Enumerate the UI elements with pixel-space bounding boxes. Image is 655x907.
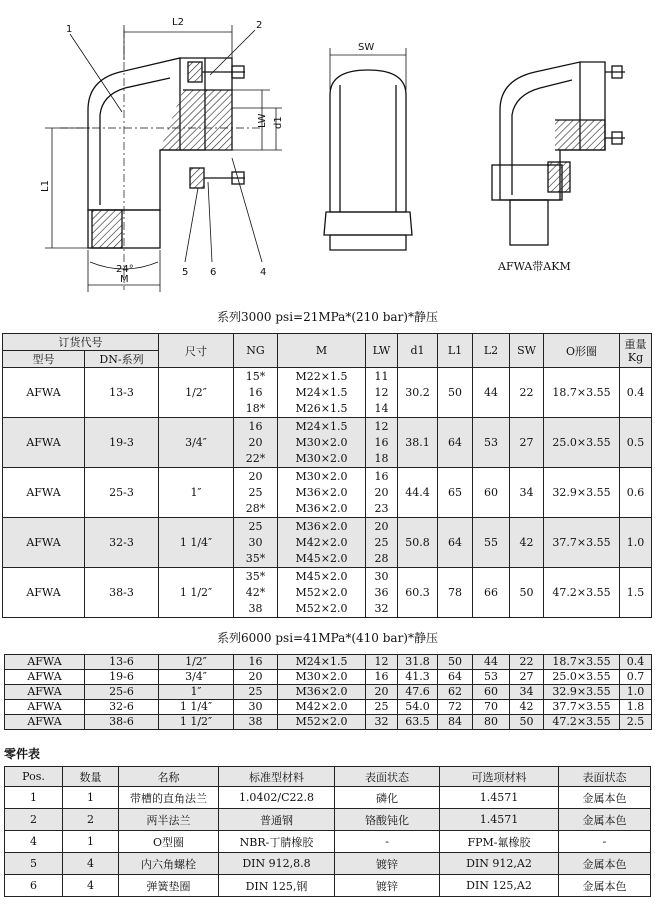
size-cell: 3/4″ (159, 418, 234, 468)
m-cell-value: M45×2.0 (295, 569, 348, 583)
lw-cell-value: 20 (374, 519, 389, 533)
lw-cell-value: 28 (374, 551, 389, 565)
table-row (5, 670, 652, 685)
l2-cell: 53 (473, 418, 510, 468)
m-cell-value: M22×1.5 (295, 369, 348, 383)
surface-cell: - (335, 831, 440, 853)
m-cell-value: M42×2.0 (295, 535, 348, 549)
m-cell-value: M36×2.0 (295, 501, 348, 515)
table-row (5, 875, 651, 897)
parts-title: 零件表 (4, 747, 41, 761)
m-cell-value: M36×2.0 (295, 519, 348, 533)
ng-cell (234, 568, 278, 618)
m-cell: M24×1.5 (278, 655, 366, 670)
size-cell: 1 1/2″ (159, 715, 234, 730)
lw-cell-value: 25 (374, 535, 389, 549)
weight-cell: 1.0 (620, 685, 652, 700)
table-row (3, 568, 652, 618)
l1-cell: 50 (438, 655, 473, 670)
size-cell: 1″ (159, 685, 234, 700)
series3000-title: 系列3000 psi=21MPa*(210 bar)*静压 (217, 310, 438, 324)
table-row (5, 685, 652, 700)
header-d1: d1 (398, 334, 438, 368)
name-cell: O型圈 (119, 831, 219, 853)
m-cell-value: M24×1.5 (295, 419, 348, 433)
table-row (5, 655, 652, 670)
opt-material-cell: DIN 125,A2 (440, 875, 559, 897)
m-cell-value: M26×1.5 (295, 401, 348, 415)
sw-cell: 50 (510, 568, 544, 618)
l1-cell: 64 (438, 518, 473, 568)
lw-cell-value: 20 (374, 485, 389, 499)
header-sw: SW (510, 334, 544, 368)
qty-cell: 4 (63, 875, 119, 897)
surface-cell: 镀锌 (335, 875, 440, 897)
ng-cell-value: 20 (248, 469, 263, 483)
m-cell (278, 568, 366, 618)
lw-cell-value: 11 (374, 369, 389, 383)
d1-cell: 54.0 (398, 700, 438, 715)
ng-cell-value: 42* (245, 585, 266, 599)
l2-cell: 60 (473, 685, 510, 700)
ng-cell-value: 15* (245, 369, 266, 383)
ng-cell-value: 30 (248, 535, 263, 549)
ng-cell: 38 (234, 715, 278, 730)
name-cell: 内六角螺栓 (119, 853, 219, 875)
m-cell-value: M24×1.5 (295, 385, 348, 399)
table-row (5, 809, 651, 831)
ng-cell: 30 (234, 700, 278, 715)
lw-cell-value: 30 (374, 569, 389, 583)
ng-cell-value: 38 (248, 601, 263, 615)
m-cell: M30×2.0 (278, 670, 366, 685)
qty-cell: 1 (63, 831, 119, 853)
opt-material-cell: 1.4571 (440, 787, 559, 809)
l2-cell: 80 (473, 715, 510, 730)
ng-cell: 20 (234, 670, 278, 685)
dn-cell: 19-6 (85, 670, 159, 685)
table-row (3, 368, 652, 418)
technical-drawing (0, 0, 655, 300)
std-material-cell: DIN 125,钢 (219, 875, 335, 897)
m-cell-value: M52×2.0 (295, 601, 348, 615)
parts-body (5, 767, 651, 897)
header-lw: LW (366, 334, 398, 368)
surface2-cell: 金属本色 (559, 787, 651, 809)
name-cell: 带槽的直角法兰 (119, 787, 219, 809)
lw-cell-value: 18 (374, 451, 389, 465)
dn-cell: 32-6 (85, 700, 159, 715)
m-cell-value: M36×2.0 (295, 485, 348, 499)
pos-cell: 1 (5, 787, 63, 809)
m-cell: M42×2.0 (278, 700, 366, 715)
size-cell: 3/4″ (159, 670, 234, 685)
ng-cell-value: 25 (248, 519, 263, 533)
l2-cell: 53 (473, 670, 510, 685)
svg-text:4: 4 (260, 267, 267, 278)
d1-cell: 31.8 (398, 655, 438, 670)
sw-cell: 27 (510, 418, 544, 468)
d1-cell: 60.3 (398, 568, 438, 618)
d1-cell: 50.8 (398, 518, 438, 568)
qty-cell: 2 (63, 809, 119, 831)
oring-cell: 47.2×3.55 (544, 715, 620, 730)
sw-cell: 34 (510, 468, 544, 518)
parts-table (4, 766, 651, 897)
ng-cell (234, 368, 278, 418)
ng-cell-value: 16 (248, 419, 263, 433)
oring-cell: 25.0×3.55 (544, 418, 620, 468)
l1-cell: 65 (438, 468, 473, 518)
m-cell: M36×2.0 (278, 685, 366, 700)
lw-cell-value: 14 (374, 401, 389, 415)
oring-cell: 37.7×3.55 (544, 700, 620, 715)
lw-cell (366, 518, 398, 568)
oring-cell: 32.9×3.55 (544, 685, 620, 700)
ng-cell-value: 16 (248, 385, 263, 399)
svg-text:1: 1 (66, 24, 73, 35)
svg-text:24°: 24° (116, 264, 134, 275)
std-material-cell: 1.0402/C22.8 (219, 787, 335, 809)
svg-text:L2: L2 (172, 17, 184, 28)
sw-cell: 50 (510, 715, 544, 730)
svg-text:AFWA带AKM: AFWA带AKM (498, 260, 571, 273)
model-cell: AFWA (5, 655, 85, 670)
dn-cell: 38-3 (85, 568, 159, 618)
qty-cell: 1 (63, 787, 119, 809)
model-cell: AFWA (5, 700, 85, 715)
l2-cell: 70 (473, 700, 510, 715)
m-cell-value: M30×2.0 (295, 469, 348, 483)
svg-text:LW: LW (257, 113, 268, 128)
header-size: 尺寸 (159, 334, 234, 368)
afwa-akm-view (492, 62, 625, 245)
parts-header-opt-material: 可选项材料 (440, 767, 559, 787)
l2-cell: 44 (473, 655, 510, 670)
d1-cell: 63.5 (398, 715, 438, 730)
weight-cell: 0.7 (620, 670, 652, 685)
size-cell: 1″ (159, 468, 234, 518)
svg-text:5: 5 (182, 267, 189, 278)
sw-cell: 22 (510, 368, 544, 418)
name-cell: 弹簧垫圈 (119, 875, 219, 897)
table-row (3, 518, 652, 568)
series6000-table (4, 654, 652, 730)
l2-cell: 55 (473, 518, 510, 568)
dn-cell: 25-6 (85, 685, 159, 700)
ng-cell-value: 35* (245, 551, 266, 565)
ng-cell (234, 468, 278, 518)
lw-cell: 16 (366, 670, 398, 685)
std-material-cell: 普通钢 (219, 809, 335, 831)
header-m: M (278, 334, 366, 368)
ng-cell-value: 35* (245, 569, 266, 583)
series3000-body (3, 368, 652, 618)
l1-cell: 84 (438, 715, 473, 730)
pos-cell: 2 (5, 809, 63, 831)
weight-cell: 0.4 (620, 368, 652, 418)
header-l1: L1 (438, 334, 473, 368)
table-row (5, 715, 652, 730)
lw-cell: 20 (366, 685, 398, 700)
l2-cell: 66 (473, 568, 510, 618)
weight-cell: 1.5 (620, 568, 652, 618)
header-weight: 重量 Kg (620, 334, 652, 368)
series6000-title: 系列6000 psi=41MPa*(410 bar)*静压 (217, 631, 438, 645)
header-ng: NG (234, 334, 278, 368)
series6000-body (5, 655, 652, 730)
surface2-cell: 金属本色 (559, 875, 651, 897)
dn-cell: 25-3 (85, 468, 159, 518)
std-material-cell: DIN 912,8.8 (219, 853, 335, 875)
name-cell: 两半法兰 (119, 809, 219, 831)
l2-cell: 44 (473, 368, 510, 418)
ng-cell-value: 20 (248, 435, 263, 449)
sw-cell: 27 (510, 670, 544, 685)
parts-header-qty: 数量 (63, 767, 119, 787)
m-cell (278, 468, 366, 518)
lw-cell: 32 (366, 715, 398, 730)
oring-cell: 18.7×3.55 (544, 655, 620, 670)
parts-header-surface: 表面状态 (335, 767, 440, 787)
qty-cell: 4 (63, 853, 119, 875)
size-cell: 1 1/2″ (159, 568, 234, 618)
header-model: 型号 (3, 351, 85, 368)
sw-cell: 34 (510, 685, 544, 700)
dn-cell: 32-3 (85, 518, 159, 568)
weight-cell: 0.5 (620, 418, 652, 468)
oring-cell: 25.0×3.55 (544, 670, 620, 685)
table-row (3, 468, 652, 518)
ng-cell-value: 22* (245, 451, 266, 465)
parts-header-pos: Pos. (5, 767, 63, 787)
sw-cell: 22 (510, 655, 544, 670)
l2-cell: 60 (473, 468, 510, 518)
lw-cell-value: 12 (374, 385, 389, 399)
surface-cell: 磷化 (335, 787, 440, 809)
model-cell: AFWA (3, 568, 85, 618)
model-cell: AFWA (5, 715, 85, 730)
size-cell: 1/2″ (159, 368, 234, 418)
surface2-cell: 金属本色 (559, 853, 651, 875)
m-cell-value: M30×2.0 (295, 451, 348, 465)
table-row (5, 700, 652, 715)
l1-cell: 62 (438, 685, 473, 700)
lw-cell-value: 16 (374, 435, 389, 449)
surface-cell: 镀锌 (335, 853, 440, 875)
opt-material-cell: FPM-氟橡胶 (440, 831, 559, 853)
std-material-cell: NBR-丁腈橡胶 (219, 831, 335, 853)
lw-cell-value: 32 (374, 601, 389, 615)
size-cell: 1 1/4″ (159, 518, 234, 568)
ng-cell (234, 418, 278, 468)
model-cell: AFWA (3, 468, 85, 518)
pos-cell: 6 (5, 875, 63, 897)
model-cell: AFWA (5, 685, 85, 700)
m-cell-value: M52×2.0 (295, 585, 348, 599)
d1-cell: 44.4 (398, 468, 438, 518)
m-cell-value: M30×2.0 (295, 435, 348, 449)
d1-cell: 38.1 (398, 418, 438, 468)
l1-cell: 64 (438, 670, 473, 685)
table-row (3, 418, 652, 468)
table-row (5, 787, 651, 809)
model-cell: AFWA (3, 368, 85, 418)
d1-cell: 30.2 (398, 368, 438, 418)
m-cell: M52×2.0 (278, 715, 366, 730)
l1-cell: 78 (438, 568, 473, 618)
svg-text:M: M (120, 274, 129, 285)
model-cell: AFWA (5, 670, 85, 685)
dn-cell: 13-3 (85, 368, 159, 418)
lw-cell-value: 23 (374, 501, 389, 515)
ng-cell: 16 (234, 655, 278, 670)
dn-cell: 13-6 (85, 655, 159, 670)
lw-cell (366, 368, 398, 418)
m-cell-value: M45×2.0 (295, 551, 348, 565)
sw-cell: 42 (510, 518, 544, 568)
pos-cell: 4 (5, 831, 63, 853)
table-row (5, 831, 651, 853)
sw-cell: 42 (510, 700, 544, 715)
svg-text:d1: d1 (273, 116, 284, 129)
svg-text:6: 6 (210, 267, 217, 278)
lw-cell (366, 568, 398, 618)
l1-cell: 64 (438, 418, 473, 468)
model-cell: AFWA (3, 518, 85, 568)
ng-cell-value: 28* (245, 501, 266, 515)
series3000-table (2, 333, 652, 618)
dimension-lines (45, 25, 282, 292)
weight-cell: 2.5 (620, 715, 652, 730)
m-cell (278, 518, 366, 568)
flange-front-view (324, 48, 412, 250)
l1-cell: 50 (438, 368, 473, 418)
lw-cell-value: 16 (374, 469, 389, 483)
lw-cell-value: 36 (374, 585, 389, 599)
header-order-code: 订货代号 (3, 334, 159, 351)
lw-cell: 25 (366, 700, 398, 715)
oring-cell: 32.9×3.55 (544, 468, 620, 518)
l1-cell: 72 (438, 700, 473, 715)
oring-cell: 18.7×3.55 (544, 368, 620, 418)
m-cell (278, 368, 366, 418)
ng-cell (234, 518, 278, 568)
d1-cell: 41.3 (398, 670, 438, 685)
lw-cell (366, 418, 398, 468)
pos-cell: 5 (5, 853, 63, 875)
opt-material-cell: DIN 912,A2 (440, 853, 559, 875)
parts-header-name: 名称 (119, 767, 219, 787)
opt-material-cell: 1.4571 (440, 809, 559, 831)
header-dn: DN-系列 (85, 351, 159, 368)
ng-cell-value: 18* (245, 401, 266, 415)
table-row (5, 853, 651, 875)
size-cell: 1 1/4″ (159, 700, 234, 715)
lw-cell: 12 (366, 655, 398, 670)
dn-cell: 19-3 (85, 418, 159, 468)
ng-cell-value: 25 (248, 485, 263, 499)
dn-cell: 38-6 (85, 715, 159, 730)
surface-cell: 铬酸钝化 (335, 809, 440, 831)
weight-cell: 0.6 (620, 468, 652, 518)
weight-cell: 1.0 (620, 518, 652, 568)
svg-text:L1: L1 (40, 180, 51, 192)
header-oring: O形圈 (544, 334, 620, 368)
weight-cell: 1.8 (620, 700, 652, 715)
weight-cell: 0.4 (620, 655, 652, 670)
svg-text:2: 2 (256, 20, 263, 31)
surface2-cell: - (559, 831, 651, 853)
oring-cell: 47.2×3.55 (544, 568, 620, 618)
m-cell (278, 418, 366, 468)
d1-cell: 47.6 (398, 685, 438, 700)
ng-cell: 25 (234, 685, 278, 700)
oring-cell: 37.7×3.55 (544, 518, 620, 568)
lw-cell (366, 468, 398, 518)
lw-cell-value: 12 (374, 419, 389, 433)
size-cell: 1/2″ (159, 655, 234, 670)
model-cell: AFWA (3, 418, 85, 468)
surface2-cell: 金属本色 (559, 809, 651, 831)
parts-header-surface2: 表面状态 (559, 767, 651, 787)
svg-text:SW: SW (358, 42, 375, 53)
header-l2: L2 (473, 334, 510, 368)
parts-header-std-material: 标准型材料 (219, 767, 335, 787)
